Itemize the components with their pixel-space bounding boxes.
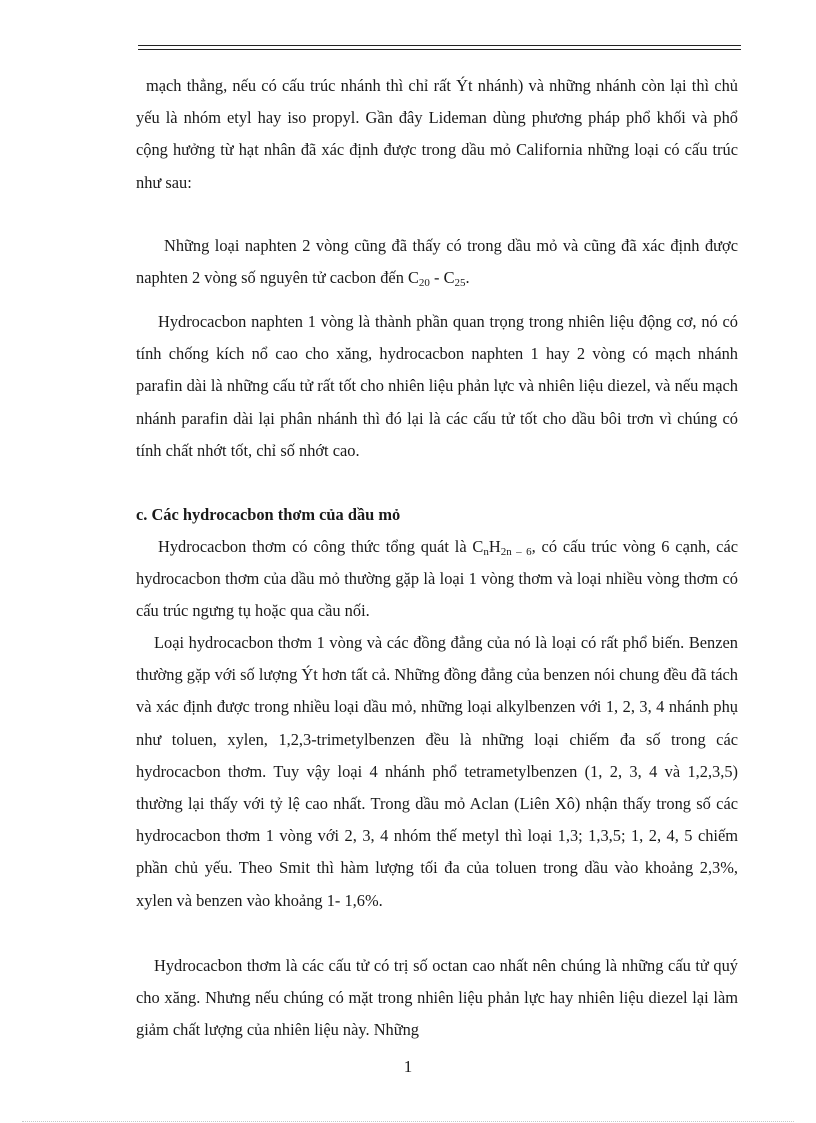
paragraph-naphten-1-vong: Hydrocacbon naphten 1 vòng là thành phần quan trọng trong nhiên liệu động cơ, nó có tính chống kích nổ cao cho xăng, hydrocacbon naphten 1 hay 2 vòng có mạch nhánh parafin dài là những cấu tử rất tốt cho nhiên liệu phản lực và nhiên liệu diezel, và nếu mạch nhánh parafin dài lại phân nhánh thì đó lại là các cấu tử tốt cho dầu bôi trơn vì chúng có tính chất nhớt tốt, chỉ số nhớt cao. xyxy=(136,312,738,460)
paragraph-tri-so-octan: Hydrocacbon thơm là các cấu tử có trị số octan cao nhất nên chúng là những cấu tử quý cho xăng. Nhưng nếu chúng có mặt trong nhiên liệu phản lực hay nhiên liệu diezel lại làm giảm chất lượng của nhiên liệu này. Những xyxy=(136,956,738,1040)
paragraph-hydrocacbon-thom-1-vong: Loại hydrocacbon thơm 1 vòng và các đồng đẳng của nó là loại có rất phổ biến. Benzen thường gặp với số lượng Ýt hơn tất cả. Những đồng đẳng của benzen nói chung đều đã tách và xác định được trong nhiều loại dầu mỏ, những loại alkylbenzen với 1, 2, 3, 4 nhánh phụ như toluen, xylen, 1,2,3-trimetylbenzen đều là những loại chiếm đa số trong các hydrocacbon thơm. Tuy vậy loại 4 nhánh phổ tetrametylbenzen (1, 2, 3, 4 và 1,2,3,5) thường lại thấy với tỷ lệ cao nhất. Trong dầu mỏ Aclan (Liên Xô) nhận thấy trong số các hydrocacbon thơm 1 vòng với 2, 3, 4 nhóm thế metyl thì loại 1,3; 1,3,5; 1, 2, 4, 5 chiếm phần chủ yếu. Theo Smit thì hàm lượng tối đa của toluen trong dầu vào khoảng 2,3%, xylen và benzen vào khoảng 1- 1,6%. xyxy=(136,633,738,910)
page-bottom-border xyxy=(22,1121,794,1122)
header-rule-top xyxy=(138,45,741,46)
paragraph-intro: mạch thẳng, nếu có cấu trúc nhánh thì chỉ rất Ýt nhánh) và những nhánh còn lại thì chủ yếu là nhóm etyl hay iso propyl. Gần đây Lideman dùng phương pháp phổ khối và phổ cộng hưởng từ hạt nhân đã xác định được trong dầu mỏ California những loại có cấu trúc như sau: xyxy=(136,76,738,192)
header-rule-bottom xyxy=(138,49,741,50)
page-number: 1 xyxy=(403,1057,413,1076)
paragraph-naphten-2-vong: Những loại naphten 2 vòng cũng đã thấy có trong dầu mỏ và cũng đã xác định được naphten 2 vòng số nguyên tử cacbon đến $C_{20} - C_{25}$. xyxy=(136,236,738,290)
paragraph-cong-thuc: Hydrocacbon thơm có công thức tổng quát là $C_nH_{2n - 6}$, có cấu trúc vòng 6 cạnh, các hydrocacbon thơm của dầu mỏ thường gặp là loại 1 vòng thơm và loại nhiều vòng thơm có cấu trúc ngưng tụ hoặc qua cầu nối. xyxy=(136,537,738,621)
section-heading: c. Các hydrocacbon thơm của dầu mỏ xyxy=(136,505,401,524)
